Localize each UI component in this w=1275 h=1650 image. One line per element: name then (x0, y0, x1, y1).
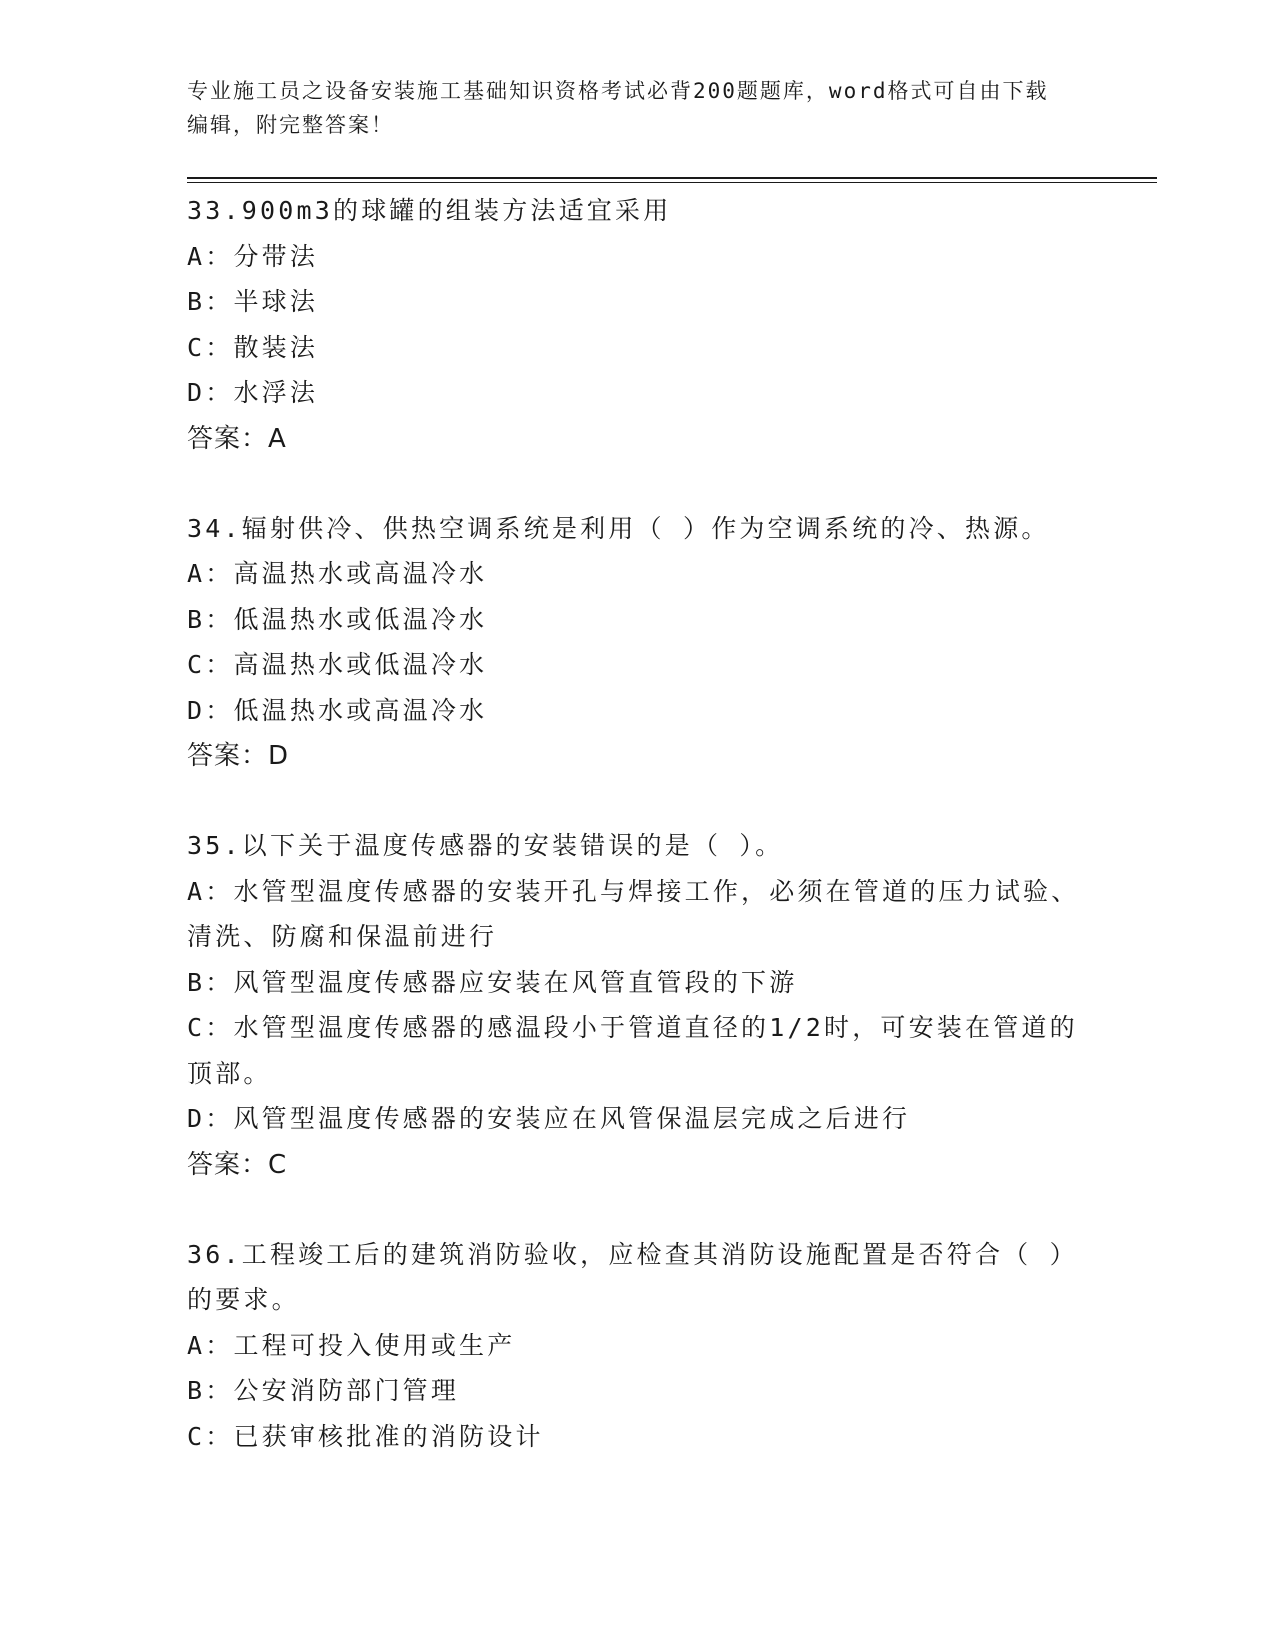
option-label: D： (187, 695, 234, 725)
answer-line (187, 416, 1087, 462)
header-divider-thin (187, 182, 1157, 183)
question-34 (187, 506, 1087, 780)
option-text: 公安消防部门管理 (233, 1376, 460, 1405)
answer-value: C (268, 1149, 288, 1180)
option-label: A： (187, 876, 234, 906)
question-35 (187, 823, 1087, 1188)
option-label: A： (187, 559, 234, 588)
option-label: B： (187, 967, 234, 997)
option-a (187, 551, 1087, 597)
option-b (187, 279, 1087, 325)
option-b (187, 1368, 1087, 1414)
option-label: D： (187, 378, 234, 407)
option-label: B： (187, 287, 234, 316)
answer-line (187, 733, 1087, 779)
option-text: 分带法 (233, 241, 319, 271)
answer-label: 答案： (187, 741, 269, 771)
option-label: C： (187, 332, 234, 362)
question-stem: 33.900m3的球罐的组装方法适宜采用 (187, 196, 672, 225)
option-c (187, 642, 1087, 688)
option-text: 高温热水或低温冷水 (233, 650, 488, 679)
option-c (187, 325, 1087, 371)
option-text: 已获审核批准的消防设计 (233, 1421, 544, 1451)
option-label: D： (187, 1104, 234, 1133)
option-text: 风管型温度传感器应安装在风管直管段的下游 (233, 967, 798, 997)
header-divider-thick (187, 177, 1157, 179)
option-text: 工程可投入使用或生产 (233, 1330, 516, 1360)
option-c (187, 1414, 1087, 1460)
option-c (187, 1005, 1087, 1096)
option-label: B： (187, 604, 234, 634)
option-label: C： (187, 1421, 234, 1451)
question-stem: 35.以下关于温度传感器的安装错误的是（ ）。 (187, 831, 784, 860)
option-label: B： (187, 1376, 234, 1405)
option-text: 半球法 (233, 287, 319, 316)
answer-label: 答案： (187, 1149, 269, 1180)
document-header: 专业施工员之设备安装施工基础知识资格考试必背200题题库，word格式可自由下载编辑，附完整答案！ (187, 79, 1049, 137)
option-label: A： (187, 241, 234, 271)
option-d (187, 688, 1087, 734)
question-stem: 34.辐射供冷、供热空调系统是利用（ ）作为空调系统的冷、热源。 (187, 513, 1050, 543)
option-text: 低温热水或低温冷水 (233, 604, 488, 634)
answer-value: D (268, 741, 290, 771)
option-b (187, 960, 1087, 1006)
option-text: 水浮法 (233, 378, 319, 407)
option-label: A： (187, 1330, 234, 1360)
option-text: 水管型温度传感器的感温段小于管道直径的1/2时，可安装在管道的顶部。 (187, 1013, 1078, 1088)
option-d (187, 370, 1087, 416)
answer-label: 答案： (187, 423, 269, 454)
answer-line (187, 1142, 1087, 1188)
option-text: 水管型温度传感器的安装开孔与焊接工作，必须在管道的压力试验、清洗、防腐和保温前进行 (187, 876, 1080, 951)
option-b (187, 597, 1087, 643)
option-label: C： (187, 1013, 234, 1042)
option-a (187, 234, 1087, 280)
question-36 (187, 1232, 1087, 1460)
option-a (187, 1323, 1087, 1369)
question-list (187, 188, 1087, 1503)
option-text: 散装法 (233, 332, 319, 362)
option-a (187, 869, 1087, 960)
question-33 (187, 188, 1087, 462)
option-label: C： (187, 650, 234, 679)
option-text: 低温热水或高温冷水 (233, 695, 488, 725)
option-d (187, 1096, 1087, 1142)
option-text: 高温热水或高温冷水 (233, 559, 488, 588)
option-text: 风管型温度传感器的安装应在风管保温层完成之后进行 (233, 1104, 911, 1133)
answer-value: A (268, 423, 287, 454)
question-stem: 36.工程竣工后的建筑消防验收，应检查其消防设施配置是否符合（ ）的要求。 (187, 1239, 1078, 1314)
